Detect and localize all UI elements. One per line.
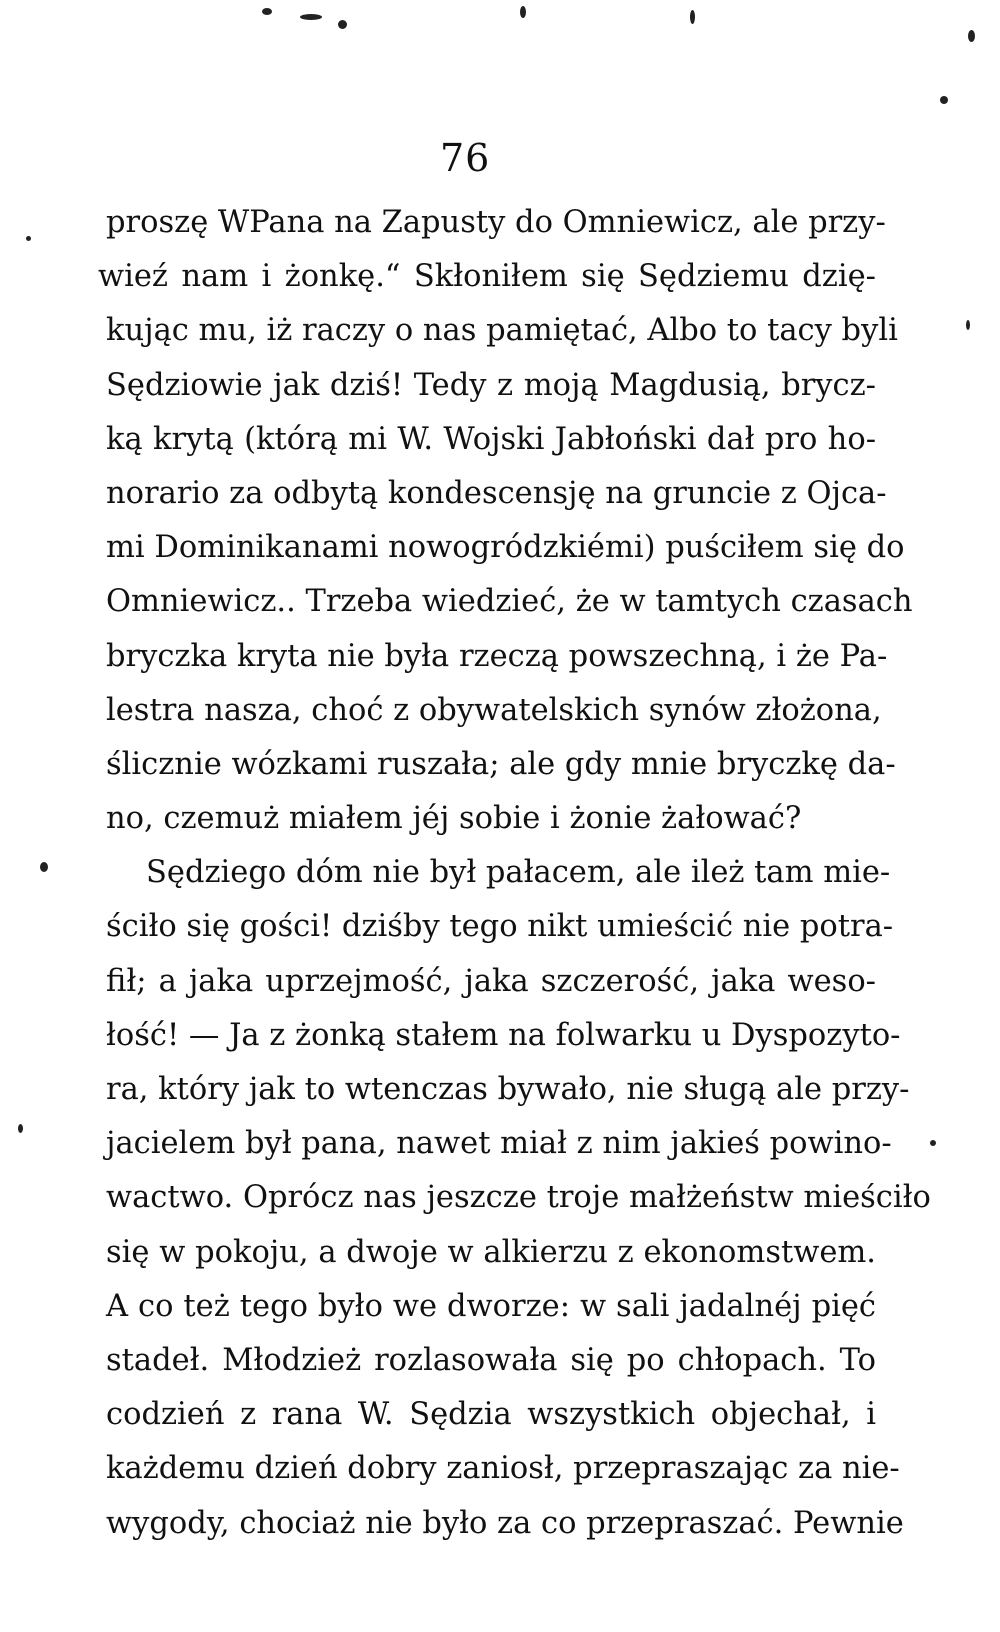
text-line: jacielem był pana, nawet miał z nim jakieś powino- xyxy=(106,1126,892,1162)
text-line: ra, który jak to wtenczas bywało, nie sługą ale przy- xyxy=(106,1072,910,1107)
text-line: ślicznie wózkami ruszała; ale gdy mnie bryczkę da- xyxy=(106,746,896,782)
scan-speck xyxy=(300,14,322,20)
text-line: codzień z rana W. Sędzia wszystkich objechał, i xyxy=(106,1397,876,1433)
scan-speck xyxy=(930,1140,936,1146)
scan-speck xyxy=(18,1124,23,1133)
text-line: mi Dominikanami nowogródzkiémi) puściłem się do xyxy=(106,530,905,566)
text-line: stadeł. Młodzież rozlasowała się po chłopach. To xyxy=(106,1342,876,1378)
text-line: łość! — Ja z żonką stałem na folwarku u Dyspozyto- xyxy=(106,1017,901,1053)
body-text xyxy=(98,196,931,1551)
scan-speck xyxy=(520,6,526,18)
scan-speck xyxy=(940,96,948,104)
text-line: A co też tego było we dworze: w sali jadalnéj pięć xyxy=(106,1288,876,1324)
scan-speck xyxy=(262,8,272,15)
text-line: proszę WPana na Zapusty do Omniewicz, ale przy- xyxy=(106,205,886,240)
text-line: wygody, chociaż nie było za co przepraszać. Pewnie xyxy=(106,1505,904,1541)
text-line: kując mu, iż raczy o nas pamiętać, Albo to tacy byli xyxy=(106,313,898,349)
text-line: się w pokoju, a dwoje w alkierzu z ekonomstwem. xyxy=(106,1234,876,1270)
scan-speck xyxy=(968,30,975,42)
scan-speck xyxy=(40,862,48,872)
text-line: lestra nasza, choć z obywatelskich synów złożona, xyxy=(106,692,882,728)
text-line: Sędziego dóm nie był pałacem, ale ileż tam mie- xyxy=(146,855,891,891)
text-line: każdemu dzień dobry zaniosł, przepraszając za nie- xyxy=(106,1451,900,1487)
text-line: wactwo. Oprócz nas jeszcze troje małżeństw mieściło xyxy=(106,1180,931,1216)
text-line: ściło się gości! dziśby tego nikt umieścić nie potra- xyxy=(106,909,894,945)
text-line: fił; a jaka uprzejmość, jaka szczerość, jaka weso- xyxy=(106,963,876,999)
text-line: norario za odbytą kondescensję na gruncie z Ojca- xyxy=(106,475,887,511)
page-number: 76 xyxy=(440,136,491,180)
text-line: bryczka kryta nie była rzeczą powszechną, i że Pa- xyxy=(106,638,888,674)
text-line: wieź nam i żonkę.“ Skłoniłem się Sędziemu dzię- xyxy=(98,259,876,295)
scan-speck xyxy=(966,320,970,330)
text-line: no, czemuż miałem jéj sobie i żonie żałować? xyxy=(106,801,802,837)
scan-speck xyxy=(690,10,695,24)
scan-speck xyxy=(26,236,31,241)
scan-speck xyxy=(338,20,347,29)
text-line: Sędziowie jak dziś! Tedy z moją Magdusią, brycz- xyxy=(106,367,876,403)
text-line: Omniewicz.. Trzeba wiedzieć, że w tamtych czasach xyxy=(106,584,913,620)
text-line: ką krytą (którą mi W. Wojski Jabłoński dał pro ho- xyxy=(106,421,876,457)
